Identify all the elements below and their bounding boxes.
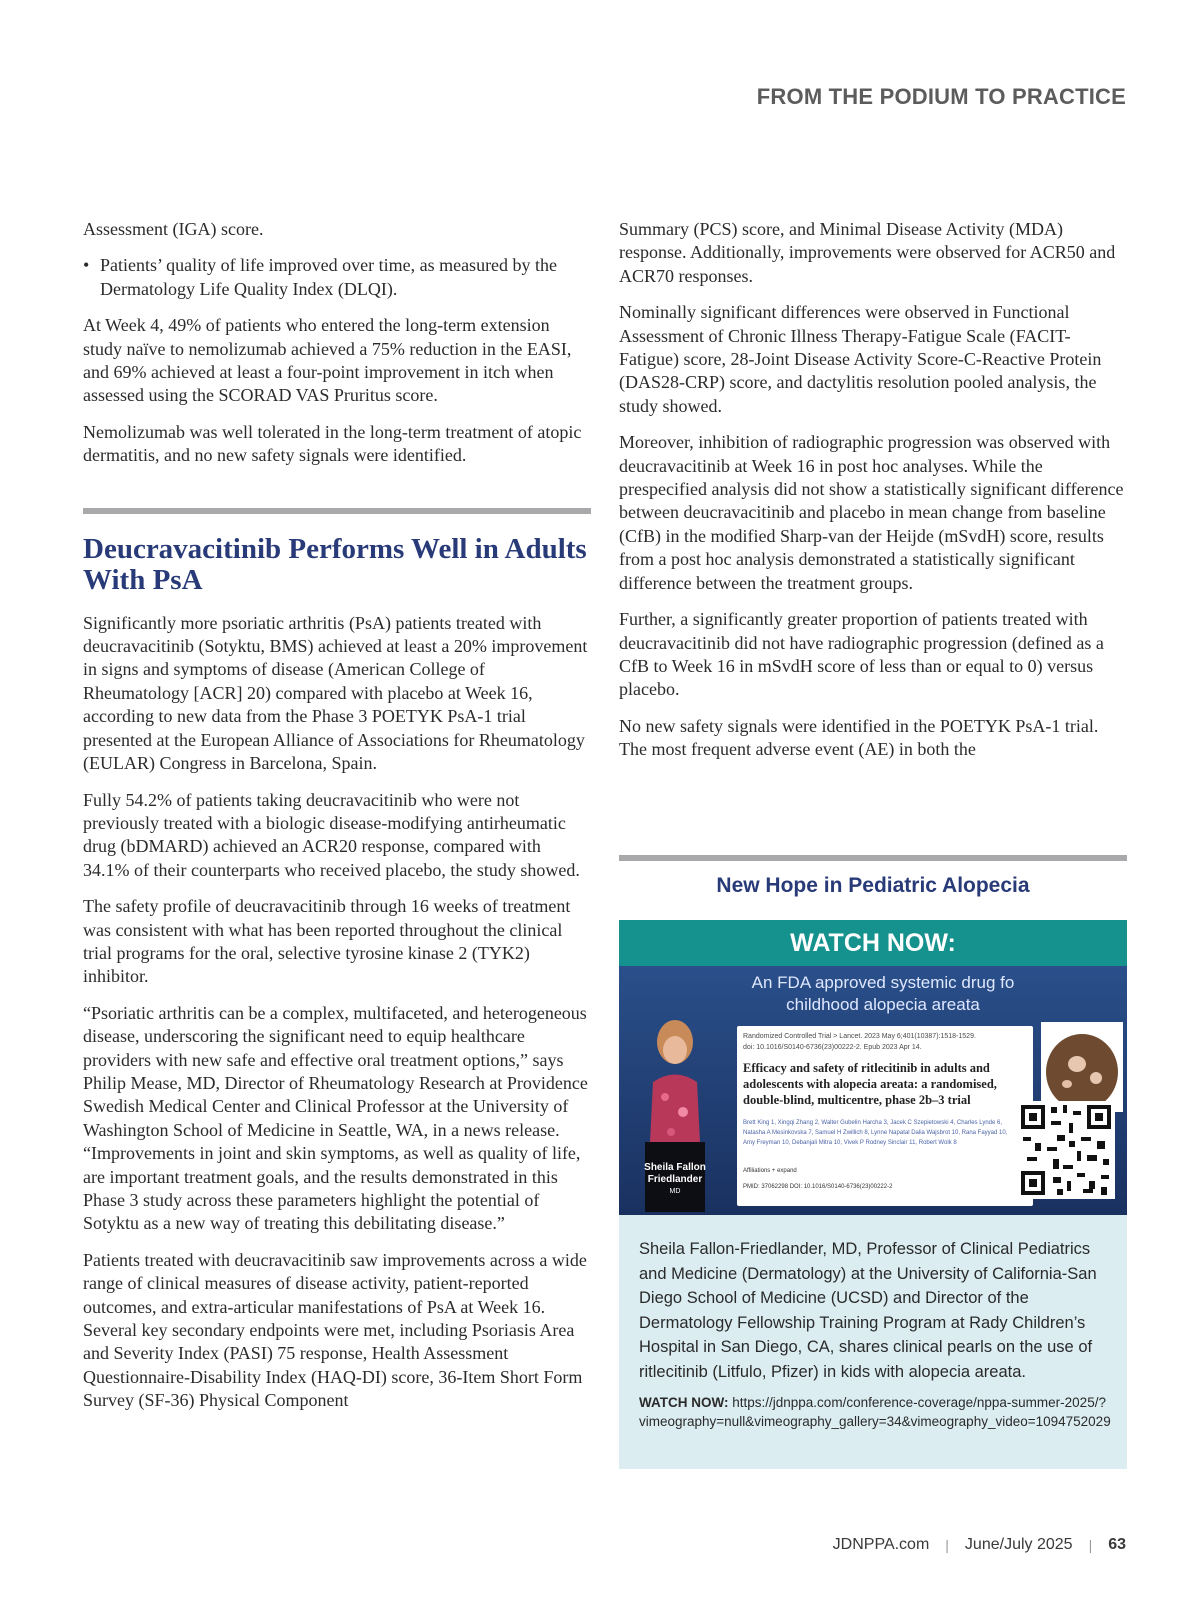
alopecia-scalp-photo-icon xyxy=(1041,1022,1123,1112)
page-footer xyxy=(833,1536,1126,1554)
article-headline: Deucravacitinib Performs Well in Adults With PsA xyxy=(83,532,587,596)
watch-now-url[interactable]: https://jdnppa.com/conference-coverage/nppa-summer-2025/?vimeography=null&vimeography_gallery=34&vimeography_video=1094752029 xyxy=(639,1395,1111,1429)
footer-separator: | xyxy=(1088,1537,1093,1553)
paragraph: Moreover, inhibition of radiographic progression was observed with deucravacitinib at Week 16 in post hoc analyses. While the prespecified analysis did not show a statistically significant difference between deucravacitinib and placebo in mean change from baseline (CfB) in the modified Sharp-van der Heijde (mSvdH) score, results from a post hoc analysis demonstrated a statistically significant difference between the treatment groups. xyxy=(619,432,1124,593)
paper-title: Efficacy and safety of ritlecitinib in adults and adolescents with alopecia areata: a randomised, double-blind, multicentre, phase 2b–3 trial xyxy=(743,1061,997,1107)
paper-meta-line: doi: 10.1016/S0140-6736(23)00222-2. Epub 2023 Apr 14. xyxy=(743,1044,922,1051)
paper-abstract-card xyxy=(737,1026,1033,1206)
page-number: 63 xyxy=(1108,1536,1126,1553)
footer-site[interactable]: JDNPPA.com xyxy=(832,1536,930,1553)
section-divider xyxy=(83,508,591,514)
qr-code-icon[interactable] xyxy=(1017,1101,1115,1199)
running-head: FROM THE PODIUM TO PRACTICE xyxy=(756,84,1126,109)
watch-now-banner[interactable]: WATCH NOW: xyxy=(619,920,1127,966)
paragraph: Nemolizumab was well tolerated in the long-term treatment of atopic dermatitis, and no new safety signals were identified. xyxy=(83,421,582,466)
speaker-name-lower-third xyxy=(619,1162,731,1198)
right-column xyxy=(619,218,1127,775)
paragraph: Further, a significantly greater proportion of patients treated with deucravacitinib did not have radiographic progression (defined as a CfB to Week 16 in mSvdH score of less than or equal to 0) versus placebo. xyxy=(619,609,1104,700)
continued-text: Assessment (IGA) score. xyxy=(83,219,264,239)
paragraph: Significantly more psoriatic arthritis (PsA) patients treated with deucravacitinib (Sotyktu, BMS) achieved at least a 20% improvement in signs and symptoms of disease (American College of Rheumatology [ACR] 20) compared with placebo at Week 16, according to new data from the Phase 3 POETYK PsA-1 trial presented at the European Alliance of Associations for Rheumatology (EULAR) Congress in Barcelona, Spain. xyxy=(83,612,588,774)
paper-meta-line: Randomized Controlled Trial > Lancet. 2023 May 6;401(10387):1518-1529. xyxy=(743,1033,976,1040)
paragraph: Summary (PCS) score, and Minimal Disease Activity (MDA) response. Additionally, improvements were observed for ACR50 and ACR70 responses. xyxy=(619,219,1116,286)
sidebar-title: New Hope in Pediatric Alopecia xyxy=(716,874,1030,897)
footer-issue: June/July 2025 xyxy=(964,1536,1073,1553)
left-column xyxy=(83,218,591,1426)
paragraph: Nominally significant differences were observed in Functional Assessment of Chronic Illness Therapy-Fatigue Scale (FACIT-Fatigue) score, 28-Joint Disease Activity Score-C-Reactive Protein (DAS28-CRP) score, and dactylitis resolution pooled analysis, the study showed. xyxy=(619,302,1102,416)
sidebar-divider xyxy=(619,855,1127,861)
video-stage xyxy=(619,966,1127,1215)
speaker-credential: MD xyxy=(669,1188,681,1195)
sidebar-caption-box xyxy=(619,1215,1127,1469)
paper-affiliations: Affiliations + expand xyxy=(743,1168,797,1174)
quote-paragraph: “Psoriatic arthritis can be a complex, multifaceted, and heterogeneous disease, underscoring the significant need to equip healthcare providers with new safe and effective oral treatment options,” says Philip Mease, MD, Director of Rheumatology Research at Providence Swedish Medical Center and Clinical Professor at the University of Washington School of Medicine in Seattle, WA, in a news release. “Improvements in joint and skin symptoms, as well as quality of life, are important treatment goals, and the results demonstrated in this Phase 3 study across these parameters highlight the potential of Sotyktu as a new way of treating this debilitating disease.” xyxy=(83,1002,588,1234)
paragraph: At Week 4, 49% of patients who entered the long-term extension study naïve to nemolizumab achieved a 75% reduction in the EASI, and 69% achieved at least a four-point improvement in itch when assessed using the SCORAD VAS Pruritus score. xyxy=(83,315,572,406)
bullet-item xyxy=(83,254,591,301)
video-subtitle: An FDA approved systemic drug fo childhood alopecia areata xyxy=(751,973,1015,1014)
paper-authors: Brett King 1, Xingqi Zhang 2, Walter Gubelin Harcha 3, Jacek C Szepietowski 4, Charles Lynde 6, Natasha A Mesinkovska 7, Samuel H Zwillich 8, Lynne Napatal Dalia Wajsbrot 10, Rana Fayyad 10, Amy Freyman 10, Debanjali Mitra 10, Vivek P Rodney Sinclair 11, Robert Wolk 8 xyxy=(743,1120,1008,1146)
paragraph: Fully 54.2% of patients taking deucravacitinib who were not previously treated with a biologic disease-modifying antirheumatic drug (bDMARD) achieved an ACR20 response, compared with 34.1% of their counterparts who received placebo, the study showed. xyxy=(83,789,580,880)
paragraph: The safety profile of deucravacitinib through 16 weeks of treatment was consistent with what has been reported throughout the clinical trial programs for the oral, selective tyrosine kinase 2 (TYK2) inhibitor. xyxy=(83,896,571,987)
bullet-icon: • xyxy=(83,255,90,276)
paper-meta xyxy=(743,1031,1027,1053)
paper-pmid: PMID: 37062298 DOI: 10.1016/S0140-6736(23)00222-2 xyxy=(743,1184,893,1190)
video-thumbnail[interactable] xyxy=(619,920,1127,1215)
footer-separator: | xyxy=(945,1537,949,1553)
watch-now-link-block xyxy=(639,1393,1109,1431)
paragraph: Patients treated with deucravacitinib saw improvements across a wide range of clinical measures of disease activity, patient-reported outcomes, and extra-articular manifestations of PsA at Week 16. Several key secondary endpoints were met, including Psoriasis Area and Severity Index (PASI) 75 response, Health Assessment Questionnaire-Disability Index (HAQ-DI) score, 36-Item Short Form Survey (SF-36) Physical Component xyxy=(83,1249,587,1411)
watch-now-label: WATCH NOW: xyxy=(639,1395,729,1410)
paragraph: No new safety signals were identified in the POETYK PsA-1 trial. The most frequent adverse event (AE) in both the xyxy=(619,715,1099,760)
speaker-name: Sheila Fallon Friedlander xyxy=(644,1162,706,1185)
sidebar-caption: Sheila Fallon-Friedlander, MD, Professor of Clinical Pediatrics and Medicine (Dermatology) at the University of California-San Diego School of Medicine (UCSD) and Director of the Dermatology Fellowship Training Program at Rady Children’s Hospital in San Diego, CA, shares clinical pearls on the use of ritlecitinib (Litfulo, Pfizer) in kids with alopecia areata. xyxy=(639,1240,1097,1381)
bullet-text: Patients’ quality of life improved over time, as measured by the Dermatology Life Quality Index (DLQI). xyxy=(100,255,558,299)
